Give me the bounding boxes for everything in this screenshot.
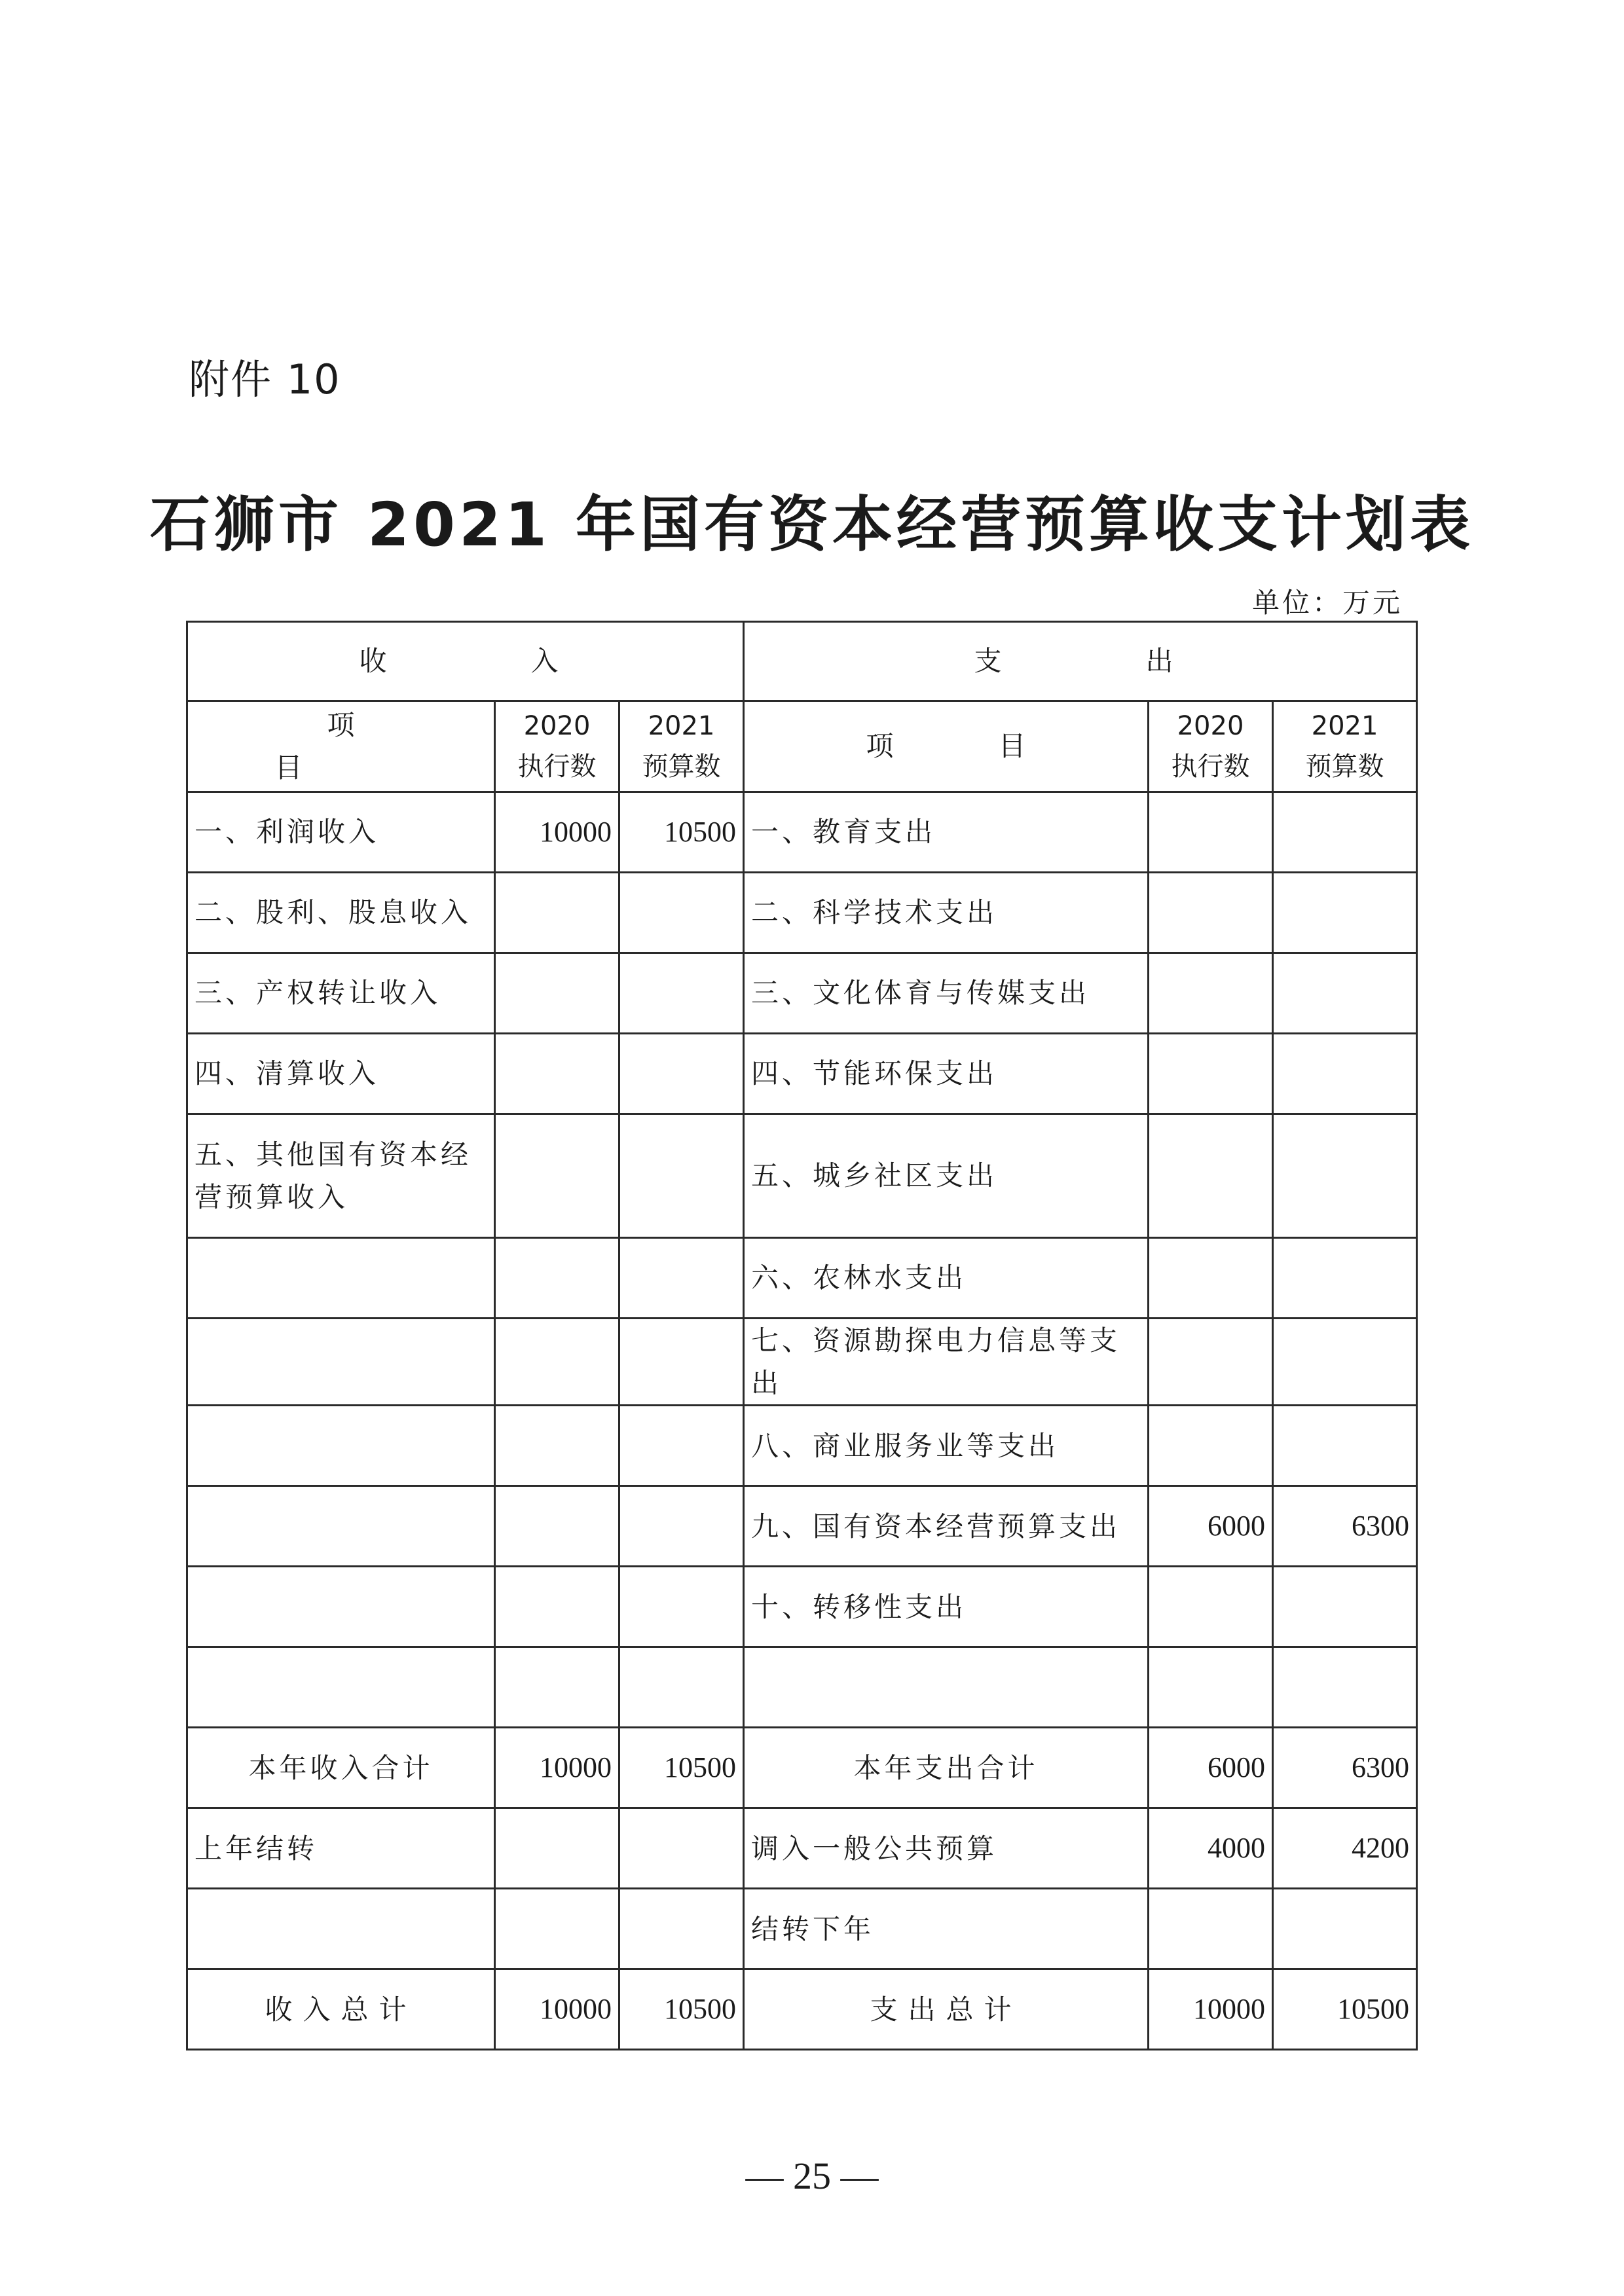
table-row: [187, 1034, 1417, 1114]
expense-2021: [1273, 1034, 1417, 1114]
table-row: [187, 1567, 1417, 1647]
expense-2021: [1273, 792, 1417, 873]
income-2020: [495, 1647, 619, 1728]
income-year-total-label: 本年收入合计: [187, 1728, 495, 1808]
empty-cell: [1273, 1889, 1417, 1969]
expense-item: 一、教育支出: [744, 792, 1149, 873]
expense-2021: [1273, 1319, 1417, 1406]
table-row: [187, 873, 1417, 953]
expense-2021: [1273, 1114, 1417, 1238]
income-item: 五、其他国有资本经营预算收入: [187, 1114, 495, 1238]
page-title: 石狮市 2021 年国有资本经营预算收支计划表: [149, 490, 1475, 560]
expense-year-total-label: 本年支出合计: [744, 1728, 1149, 1808]
column-header-row: [187, 701, 1417, 792]
expense-2020: [1149, 1114, 1273, 1238]
income-total-label: 收入总计: [187, 1969, 495, 2050]
expense-2021: [1273, 873, 1417, 953]
expense-2020: [1149, 953, 1273, 1034]
expense-2020: [1149, 1567, 1273, 1647]
income-item: [187, 1319, 495, 1406]
expense-item: 七、资源勘探电力信息等支出: [744, 1319, 1149, 1406]
income-2021: [619, 1406, 744, 1486]
expense-item: [744, 1647, 1149, 1728]
table-row: [187, 1647, 1417, 1728]
expense-2021: [1273, 953, 1417, 1034]
expense-item: 九、国有资本经营预算支出: [744, 1486, 1149, 1567]
expense-item: 三、文化体育与传媒支出: [744, 953, 1149, 1034]
income-item: [187, 1486, 495, 1567]
income-item: [187, 1238, 495, 1319]
income-year-total-2021: 10500: [619, 1728, 744, 1808]
empty-cell: [187, 1889, 495, 1969]
income-total-2020: 10000: [495, 1969, 619, 2050]
grand-total-row: [187, 1969, 1417, 2050]
expense-item: 二、科学技术支出: [744, 873, 1149, 953]
carryover-in-2020: [495, 1808, 619, 1889]
transfer-label: 调入一般公共预算: [744, 1808, 1149, 1889]
carryover-in-2021: [619, 1808, 744, 1889]
expense-item: 十、转移性支出: [744, 1567, 1149, 1647]
expense-2020: [1149, 1238, 1273, 1319]
income-2021-header: 2021 预算数: [619, 701, 744, 792]
empty-cell: [619, 1889, 744, 1969]
income-section-header: 收入: [187, 622, 744, 701]
expense-2020: [1149, 1647, 1273, 1728]
income-item-header: 项目: [187, 701, 495, 792]
unit-label: 单位：万元: [1251, 587, 1403, 619]
income-total-2021: 10500: [619, 1969, 744, 2050]
income-2021: [619, 1647, 744, 1728]
expense-item-header: 项目: [744, 701, 1149, 792]
income-item: 四、清算收入: [187, 1034, 495, 1114]
income-item: 一、利润收入: [187, 792, 495, 873]
expense-2020: [1149, 1034, 1273, 1114]
expense-item: 八、商业服务业等支出: [744, 1406, 1149, 1486]
income-item: [187, 1647, 495, 1728]
income-year-total-2020: 10000: [495, 1728, 619, 1808]
income-2020-header: 2020 执行数: [495, 701, 619, 792]
income-2020: [495, 1319, 619, 1406]
attachment-label: 附件 10: [189, 355, 341, 403]
expense-total-2021: 10500: [1273, 1969, 1417, 2050]
transfer-2021: 4200: [1273, 1808, 1417, 1889]
expense-total-2020: 10000: [1149, 1969, 1273, 2050]
expense-2021: 6300: [1273, 1486, 1417, 1567]
expense-2020: 6000: [1149, 1486, 1273, 1567]
table-row: [187, 1406, 1417, 1486]
income-2020: [495, 953, 619, 1034]
carryover-in-label: 上年结转: [187, 1808, 495, 1889]
expense-2021: [1273, 1567, 1417, 1647]
income-2021: [619, 1319, 744, 1406]
expense-2020: [1149, 792, 1273, 873]
income-2020: [495, 1238, 619, 1319]
empty-cell: [495, 1889, 619, 1969]
income-2020: [495, 873, 619, 953]
income-2021: [619, 1034, 744, 1114]
table-row: [187, 1319, 1417, 1406]
expense-item: 六、农林水支出: [744, 1238, 1149, 1319]
expense-2021: [1273, 1647, 1417, 1728]
expense-item: 五、城乡社区支出: [744, 1114, 1149, 1238]
income-item: 三、产权转让收入: [187, 953, 495, 1034]
income-2021: [619, 1114, 744, 1238]
income-2021: [619, 953, 744, 1034]
section-header-row: [187, 622, 1417, 701]
table-row: [187, 1238, 1417, 1319]
income-2021: 10500: [619, 792, 744, 873]
income-2021: [619, 1238, 744, 1319]
income-item: 二、股利、股息收入: [187, 873, 495, 953]
income-item: [187, 1567, 495, 1647]
table-row: [187, 1486, 1417, 1567]
expense-2020: [1149, 873, 1273, 953]
expense-item: 四、节能环保支出: [744, 1034, 1149, 1114]
income-item: [187, 1406, 495, 1486]
income-2020: [495, 1567, 619, 1647]
carryover-row: [187, 1889, 1417, 1969]
expense-2020: [1149, 1319, 1273, 1406]
expense-year-total-2021: 6300: [1273, 1728, 1417, 1808]
transfer-row: [187, 1808, 1417, 1889]
page-number: — 25 —: [745, 2155, 879, 2197]
budget-table: [186, 621, 1418, 2050]
year-total-row: [187, 1728, 1417, 1808]
income-2020: 10000: [495, 792, 619, 873]
table-row: [187, 953, 1417, 1034]
expense-2020: [1149, 1406, 1273, 1486]
table-row: [187, 1114, 1417, 1238]
expense-section-header: 支出: [744, 622, 1417, 701]
income-2021: [619, 1486, 744, 1567]
expense-2020-header: 2020 执行数: [1149, 701, 1273, 792]
carryover-out-label: 结转下年: [744, 1889, 1149, 1969]
income-2021: [619, 1567, 744, 1647]
income-2020: [495, 1406, 619, 1486]
income-2020: [495, 1034, 619, 1114]
expense-year-total-2020: 6000: [1149, 1728, 1273, 1808]
table-row: [187, 792, 1417, 873]
expense-2021-header: 2021 预算数: [1273, 701, 1417, 792]
empty-cell: [1149, 1889, 1273, 1969]
expense-2021: [1273, 1406, 1417, 1486]
income-2020: [495, 1486, 619, 1567]
transfer-2020: 4000: [1149, 1808, 1273, 1889]
income-2021: [619, 873, 744, 953]
expense-total-label: 支出总计: [744, 1969, 1149, 2050]
income-2020: [495, 1114, 619, 1238]
expense-2021: [1273, 1238, 1417, 1319]
